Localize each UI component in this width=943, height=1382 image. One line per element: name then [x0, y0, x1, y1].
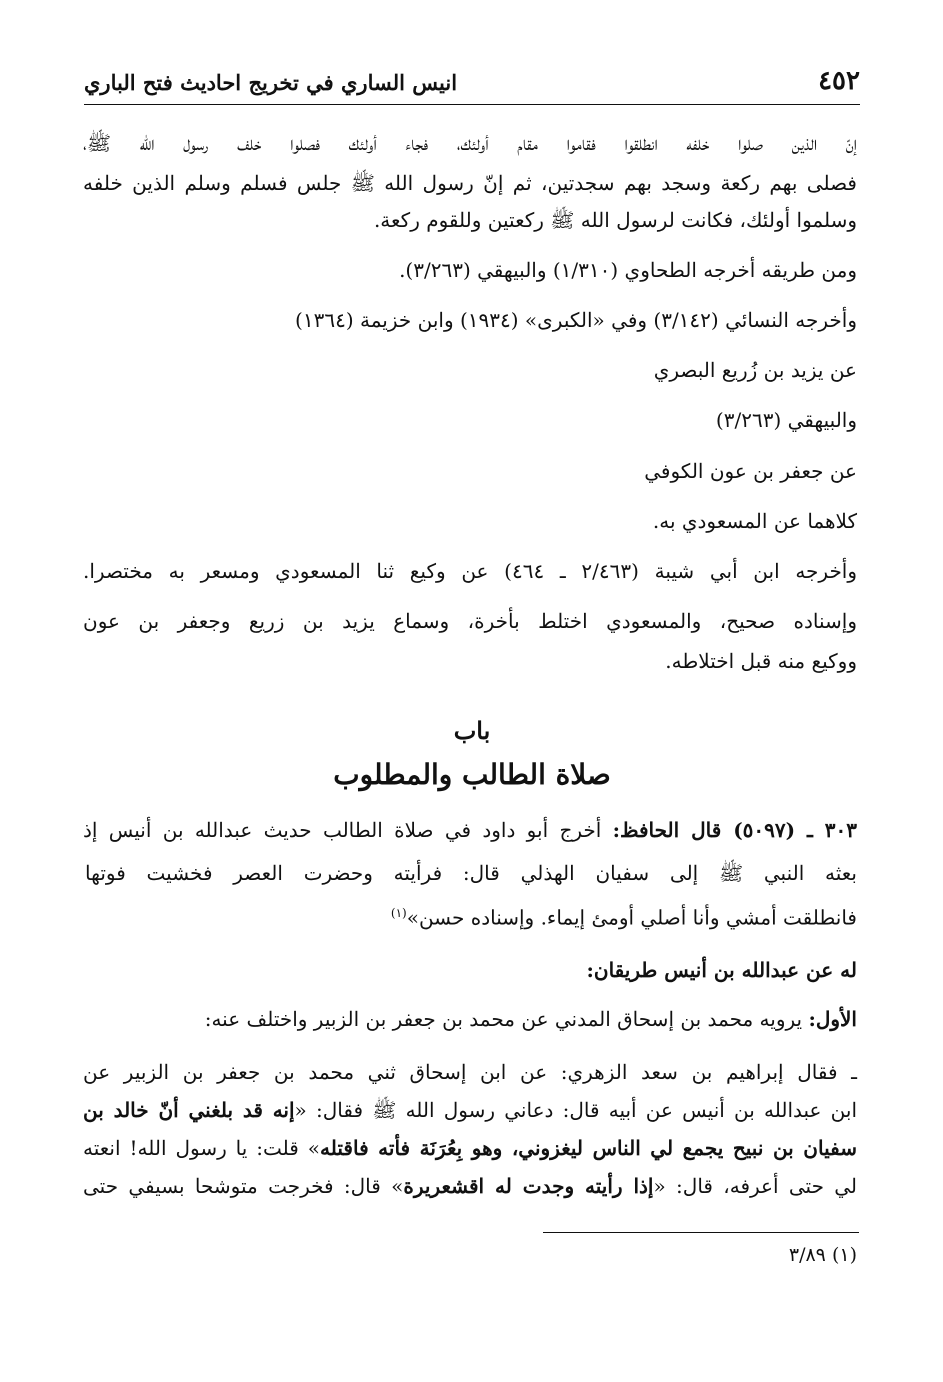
footnote-divider — [543, 1232, 859, 1233]
page-header — [84, 64, 860, 100]
commentary-line — [83, 1095, 857, 1125]
hadith-text: فانطلقت أمشي وأنا أصلي أومئ إيماء. وإسناده حسن» — [406, 905, 857, 930]
quoted-hadith-text: إذا رأيته وجدت له اقشعريرة — [403, 1174, 654, 1198]
quoted-hadith-text: إنه قد بلغني أنّ خالد بن — [83, 1098, 295, 1122]
hadith-line — [391, 898, 857, 933]
hadith-number: ٣٠٣ ـ (٥٠٩٧) قال الحافظ: — [612, 818, 858, 842]
footnote: (١) ٣/٨٩ — [788, 1244, 857, 1266]
paragraph-line: ومن طريقه أخرجه الطحاوي (١/٣١٠) والبيهقي (٣/٢٦٣). — [399, 258, 857, 282]
hadith-line — [83, 815, 857, 845]
commentary-line — [83, 1133, 857, 1163]
hadith-line: بعثه النبي ﷺ إلى سفيان الهذلي قال: فرأيته وحضرت العصر فخشيت فوتها — [85, 861, 857, 885]
paragraph-line: وإسناده صحيح، والمسعودي اختلط بأخرة، وسماع يزيد بن زريع وجعفر بن عون — [83, 609, 857, 633]
paragraph-line: وأخرجه ابن أبي شيبة (٢/٤٦٣ ـ ٤٦٤) عن وكيع ثنا المسعودي ومسعر به مختصرا. — [83, 559, 858, 583]
commentary-text: » قلت: يا رسول الله! انعته — [83, 1136, 321, 1160]
commentary-text: » قال: فخرجت متوشحا بسيفي حتى — [83, 1174, 404, 1198]
running-title: انيس الساري في تخريج احاديث فتح الباري — [84, 70, 458, 95]
commentary-text: يرويه محمد بن إسحاق المدني عن محمد بن جعفر بن الزبير واختلف عنه: — [204, 1007, 803, 1031]
commentary-line — [83, 1171, 857, 1201]
commentary-heading: له عن عبدالله بن أنيس طريقان: — [586, 958, 857, 982]
paragraph-line: عن يزيد بن زُريع البصري — [653, 358, 857, 382]
first-path-label: الأول: — [808, 1007, 857, 1031]
paragraph-line: والبيهقي (٣/٢٦٣) — [715, 408, 857, 432]
paragraph-line: كلاهما عن المسعودي به. — [652, 509, 857, 533]
paragraph-line: عن جعفر بن عون الكوفي — [644, 459, 857, 483]
commentary-text: ابن عبدالله بن أنيس عن أبيه قال: دعاني رسول الله ﷺ فقال: « — [294, 1098, 858, 1122]
paragraph-line: فصلى بهم ركعة وسجد بهم سجدتين، ثم إنّ رسول الله ﷺ جلس فسلم وسلم الذين خلفه — [83, 171, 857, 195]
page-number: ٤٥٢ — [818, 66, 860, 96]
paragraph-line: وسلموا أولئك، فكانت لرسول الله ﷺ ركعتين وللقوم ركعة. — [373, 208, 857, 232]
chapter-title: صلاة الطالب والمطلوب — [333, 758, 611, 791]
paragraph-line: إنّ الذين صلوا خلفه انطلقوا فقاموا مقام أولئك، فجاء أولئك فصلوا خلف رسول الله ﷺ، — [83, 131, 857, 155]
commentary-line — [205, 1004, 857, 1034]
header-divider — [84, 104, 860, 105]
quoted-hadith-text: سفيان بن نبيح يجمع لي الناس ليغزوني، وهو بِعُرَنَة فأته فاقتله — [320, 1136, 857, 1160]
paragraph-line: وأخرجه النسائي (٣/١٤٢) وفي «الكبرى» (١٩٣٤) وابن خزيمة (١٣٦٤) — [295, 308, 857, 332]
paragraph-line: ووكيع منه قبل اختلاطه. — [665, 649, 857, 673]
footnote-marker: (١) — [390, 906, 407, 920]
commentary-line: ـ فقال إبراهيم بن سعد الزهري: عن ابن إسحاق ثني محمد بن جعفر بن الزبير عن — [83, 1060, 857, 1084]
hadith-text: أخرج أبو داود في صلاة الطالب حديث عبدالله بن أنيس إذ — [83, 818, 602, 842]
chapter-label: باب — [453, 716, 491, 745]
commentary-text: لي حتى أعرفه، قال: « — [653, 1174, 858, 1198]
